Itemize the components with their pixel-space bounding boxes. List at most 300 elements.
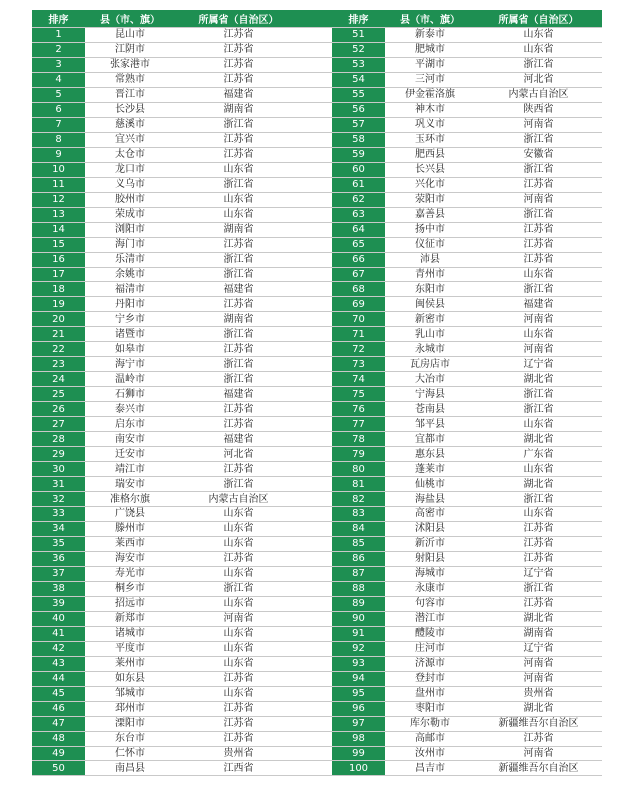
gap-cell [302,417,332,432]
rank-cell: 70 [332,312,385,327]
county-cell: 太仓市 [85,147,175,162]
province-cell: 浙江省 [475,581,602,596]
rank-cell: 39 [32,596,85,611]
province-cell: 江苏省 [175,402,302,417]
rank-cell: 85 [332,536,385,551]
gap-cell [302,731,332,746]
county-cell: 迁安市 [85,447,175,462]
rank-cell: 14 [32,222,85,237]
county-cell: 潜江市 [385,611,475,626]
rank-cell: 24 [32,372,85,387]
province-cell: 江苏省 [175,132,302,147]
rank-cell: 87 [332,566,385,581]
rank-cell: 76 [332,402,385,417]
gap-cell [302,521,332,536]
province-cell: 江苏省 [475,536,602,551]
province-cell: 河北省 [475,72,602,87]
county-cell: 江阴市 [85,42,175,57]
county-cell: 扬中市 [385,222,475,237]
rank-cell: 43 [32,656,85,671]
gap-cell [302,581,332,596]
province-cell: 河南省 [475,746,602,761]
gap-cell [302,402,332,417]
rank-cell: 67 [332,267,385,282]
county-cell: 登封市 [385,671,475,686]
table-row [32,267,602,282]
gap-cell [302,387,332,402]
rank-cell: 95 [332,686,385,701]
province-cell: 湖南省 [475,626,602,641]
county-cell: 长兴县 [385,162,475,177]
county-cell: 平湖市 [385,57,475,72]
county-cell: 如东县 [85,671,175,686]
gap-cell [302,701,332,716]
rank-cell: 86 [332,551,385,566]
county-cell: 平度市 [85,641,175,656]
county-cell: 惠东县 [385,447,475,462]
province-cell: 河北省 [175,447,302,462]
county-cell: 乳山市 [385,327,475,342]
province-cell: 浙江省 [475,162,602,177]
province-cell: 福建省 [475,297,602,312]
province-cell: 河南省 [175,611,302,626]
table-row [32,507,602,522]
rank-cell: 20 [32,312,85,327]
province-cell: 江苏省 [475,596,602,611]
rank-cell: 53 [332,57,385,72]
table-row [32,252,602,267]
rank-cell: 27 [32,417,85,432]
province-cell: 福建省 [175,87,302,102]
province-cell: 河南省 [475,117,602,132]
gap-cell [302,147,332,162]
county-cell: 兴化市 [385,177,475,192]
table-row [32,656,602,671]
rank-cell: 35 [32,536,85,551]
county-cell: 盘州市 [385,686,475,701]
county-cell: 邹平县 [385,417,475,432]
rank-cell: 88 [332,581,385,596]
gap-cell [302,566,332,581]
province-cell: 河南省 [475,342,602,357]
province-cell: 江苏省 [475,252,602,267]
rank-cell: 4 [32,72,85,87]
county-cell: 醴陵市 [385,626,475,641]
province-cell: 江苏省 [175,716,302,731]
rank-cell: 38 [32,581,85,596]
header-gap [302,10,332,28]
province-cell: 贵州省 [475,686,602,701]
gap-cell [302,87,332,102]
rank-cell: 82 [332,492,385,507]
rank-cell: 37 [32,566,85,581]
gap-cell [302,551,332,566]
table-row [32,521,602,536]
province-cell: 浙江省 [175,477,302,492]
province-cell: 山东省 [475,507,602,522]
rank-cell: 69 [332,297,385,312]
province-cell: 辽宁省 [475,566,602,581]
rank-cell: 23 [32,357,85,372]
gap-cell [302,252,332,267]
province-cell: 浙江省 [175,267,302,282]
county-cell: 邹城市 [85,686,175,701]
province-cell: 湖南省 [175,222,302,237]
province-cell: 福建省 [175,387,302,402]
county-cell: 海城市 [385,566,475,581]
province-cell: 福建省 [175,282,302,297]
province-cell: 山东省 [175,207,302,222]
province-cell: 山东省 [175,656,302,671]
county-cell: 肥西县 [385,147,475,162]
gap-cell [302,761,332,776]
province-cell: 浙江省 [175,177,302,192]
county-cell: 昆山市 [85,28,175,43]
province-cell: 山东省 [175,596,302,611]
table-row [32,671,602,686]
county-cell: 荥阳市 [385,192,475,207]
county-cell: 仁怀市 [85,746,175,761]
county-cell: 诸城市 [85,626,175,641]
gap-cell [302,162,332,177]
rank-cell: 2 [32,42,85,57]
county-cell: 诸暨市 [85,327,175,342]
county-cell: 永城市 [385,342,475,357]
province-cell: 浙江省 [175,327,302,342]
rank-cell: 33 [32,507,85,522]
table-row [32,57,602,72]
rank-cell: 47 [32,716,85,731]
province-cell: 江苏省 [175,28,302,43]
rank-cell: 71 [332,327,385,342]
county-cell: 伊金霍洛旗 [385,87,475,102]
rank-cell: 64 [332,222,385,237]
gap-cell [302,297,332,312]
province-cell: 湖北省 [475,372,602,387]
county-cell: 永康市 [385,581,475,596]
county-cell: 海门市 [85,237,175,252]
rank-cell: 59 [332,147,385,162]
table-row [32,132,602,147]
county-cell: 乐清市 [85,252,175,267]
province-cell: 浙江省 [475,207,602,222]
table-row [32,551,602,566]
province-cell: 安徽省 [475,147,602,162]
province-cell: 河南省 [475,671,602,686]
county-cell: 宁海县 [385,387,475,402]
rank-cell: 5 [32,87,85,102]
province-cell: 江苏省 [175,147,302,162]
county-cell: 滕州市 [85,521,175,536]
county-cell: 大冶市 [385,372,475,387]
county-cell: 沛县 [385,252,475,267]
province-cell: 河南省 [475,656,602,671]
rank-cell: 25 [32,387,85,402]
rank-cell: 30 [32,462,85,477]
rank-cell: 58 [332,132,385,147]
province-cell: 广东省 [475,447,602,462]
rank-cell: 41 [32,626,85,641]
gap-cell [302,462,332,477]
county-cell: 招远市 [85,596,175,611]
rank-cell: 13 [32,207,85,222]
gap-cell [302,282,332,297]
province-cell: 山东省 [475,42,602,57]
county-cell: 东阳市 [385,282,475,297]
province-cell: 山东省 [175,566,302,581]
rank-cell: 63 [332,207,385,222]
province-cell: 江苏省 [175,671,302,686]
county-cell: 宜都市 [385,432,475,447]
table-row [32,716,602,731]
province-cell: 山东省 [175,686,302,701]
county-cell: 寿光市 [85,566,175,581]
county-cell: 肥城市 [385,42,475,57]
gap-cell [302,686,332,701]
county-cell: 高密市 [385,507,475,522]
province-cell: 江苏省 [175,297,302,312]
province-cell: 山东省 [475,28,602,43]
table-row [32,417,602,432]
county-cell: 闽侯县 [385,297,475,312]
county-cell: 济源市 [385,656,475,671]
province-cell: 浙江省 [475,387,602,402]
rank-cell: 8 [32,132,85,147]
gap-cell [302,267,332,282]
rank-cell: 60 [332,162,385,177]
province-cell: 浙江省 [175,357,302,372]
province-cell: 江苏省 [175,731,302,746]
rank-cell: 92 [332,641,385,656]
province-cell: 内蒙古自治区 [175,492,302,507]
table-row [32,536,602,551]
county-cell: 南安市 [85,432,175,447]
rank-cell: 45 [32,686,85,701]
province-cell: 湖北省 [475,701,602,716]
table-header-row [32,10,602,28]
rank-cell: 94 [332,671,385,686]
county-cell: 泰兴市 [85,402,175,417]
county-cell: 石狮市 [85,387,175,402]
county-cell: 新郑市 [85,611,175,626]
county-cell: 神木市 [385,102,475,117]
province-cell: 江苏省 [475,237,602,252]
table-row [32,162,602,177]
table-row [32,207,602,222]
rank-cell: 81 [332,477,385,492]
rank-cell: 50 [32,761,85,776]
county-cell: 义乌市 [85,177,175,192]
province-cell: 浙江省 [175,372,302,387]
county-cell: 晋江市 [85,87,175,102]
county-cell: 海宁市 [85,357,175,372]
rank-cell: 68 [332,282,385,297]
gap-cell [302,671,332,686]
table-row [32,342,602,357]
county-cell: 玉环市 [385,132,475,147]
rank-cell: 32 [32,492,85,507]
county-cell: 沭阳县 [385,521,475,536]
rank-cell: 16 [32,252,85,267]
province-cell: 河南省 [475,192,602,207]
province-cell: 浙江省 [175,581,302,596]
province-cell: 江苏省 [175,72,302,87]
province-cell: 陕西省 [475,102,602,117]
county-cell: 丹阳市 [85,297,175,312]
county-cell: 莱西市 [85,536,175,551]
county-cell: 广饶县 [85,507,175,522]
province-cell: 山东省 [175,536,302,551]
table-row [32,477,602,492]
table-row [32,372,602,387]
rank-cell: 74 [332,372,385,387]
province-cell: 江苏省 [475,551,602,566]
province-cell: 江苏省 [175,42,302,57]
rank-cell: 72 [332,342,385,357]
county-cell: 常熟市 [85,72,175,87]
table-row [32,581,602,596]
province-cell: 江苏省 [175,701,302,716]
header-province-right: 所属省（自治区） [475,10,602,28]
rank-cell: 44 [32,671,85,686]
rank-cell: 89 [332,596,385,611]
rank-cell: 100 [332,761,385,776]
province-cell: 江苏省 [175,417,302,432]
gap-cell [302,72,332,87]
rank-cell: 52 [332,42,385,57]
table-row [32,596,602,611]
rank-cell: 91 [332,626,385,641]
table-row [32,686,602,701]
table-row [32,87,602,102]
rank-cell: 80 [332,462,385,477]
rank-cell: 56 [332,102,385,117]
gap-cell [302,477,332,492]
rank-cell: 36 [32,551,85,566]
province-cell: 江苏省 [475,222,602,237]
gap-cell [302,447,332,462]
province-cell: 山东省 [475,327,602,342]
table-row [32,177,602,192]
rank-cell: 79 [332,447,385,462]
county-cell: 浏阳市 [85,222,175,237]
rank-cell: 83 [332,507,385,522]
rank-cell: 29 [32,447,85,462]
county-cell: 库尔勒市 [385,716,475,731]
gap-cell [302,746,332,761]
gap-cell [302,237,332,252]
province-cell: 江西省 [175,761,302,776]
table-row [32,701,602,716]
gap-cell [302,207,332,222]
rank-cell: 21 [32,327,85,342]
province-cell: 浙江省 [175,117,302,132]
province-cell: 山东省 [175,521,302,536]
header-province-left: 所属省（自治区） [175,10,302,28]
county-cell: 长沙县 [85,102,175,117]
province-cell: 湖南省 [175,312,302,327]
table-row [32,222,602,237]
table-row [32,327,602,342]
gap-cell [302,596,332,611]
county-cell: 新密市 [385,312,475,327]
ranking-table-container [32,10,602,776]
rank-cell: 1 [32,28,85,43]
rank-cell: 90 [332,611,385,626]
county-cell: 荣成市 [85,207,175,222]
table-row [32,462,602,477]
rank-cell: 62 [332,192,385,207]
gap-cell [302,656,332,671]
county-cell: 溧阳市 [85,716,175,731]
county-cell: 胶州市 [85,192,175,207]
rank-cell: 93 [332,656,385,671]
rank-cell: 49 [32,746,85,761]
county-cell: 南昌县 [85,761,175,776]
table-row [32,611,602,626]
province-cell: 山东省 [175,641,302,656]
gap-cell [302,507,332,522]
table-row [32,731,602,746]
table-row [32,117,602,132]
gap-cell [302,192,332,207]
gap-cell [302,492,332,507]
table-row [32,432,602,447]
rank-cell: 31 [32,477,85,492]
gap-cell [302,716,332,731]
gap-cell [302,327,332,342]
header-county-right: 县（市、旗） [385,10,475,28]
county-cell: 苍南县 [385,402,475,417]
rank-cell: 99 [332,746,385,761]
county-cell: 汝州市 [385,746,475,761]
province-cell: 江苏省 [175,551,302,566]
county-cell: 新沂市 [385,536,475,551]
county-cell: 启东市 [85,417,175,432]
rank-cell: 6 [32,102,85,117]
rank-cell: 54 [332,72,385,87]
rank-cell: 55 [332,87,385,102]
province-cell: 浙江省 [475,492,602,507]
province-cell: 江苏省 [175,462,302,477]
province-cell: 湖北省 [475,477,602,492]
table-row [32,566,602,581]
province-cell: 山东省 [475,462,602,477]
county-cell: 邳州市 [85,701,175,716]
rank-cell: 3 [32,57,85,72]
county-cell: 福清市 [85,282,175,297]
gap-cell [302,222,332,237]
province-cell: 山东省 [175,162,302,177]
rank-cell: 48 [32,731,85,746]
table-row [32,387,602,402]
province-cell: 浙江省 [175,252,302,267]
province-cell: 江苏省 [175,57,302,72]
rank-cell: 34 [32,521,85,536]
county-cell: 准格尔旗 [85,492,175,507]
gap-cell [302,132,332,147]
rank-cell: 97 [332,716,385,731]
county-cell: 三河市 [385,72,475,87]
rank-cell: 40 [32,611,85,626]
province-cell: 山东省 [475,417,602,432]
province-cell: 山东省 [175,192,302,207]
rank-cell: 26 [32,402,85,417]
table-row [32,447,602,462]
county-cell: 莱州市 [85,656,175,671]
province-cell: 浙江省 [475,282,602,297]
table-row [32,282,602,297]
